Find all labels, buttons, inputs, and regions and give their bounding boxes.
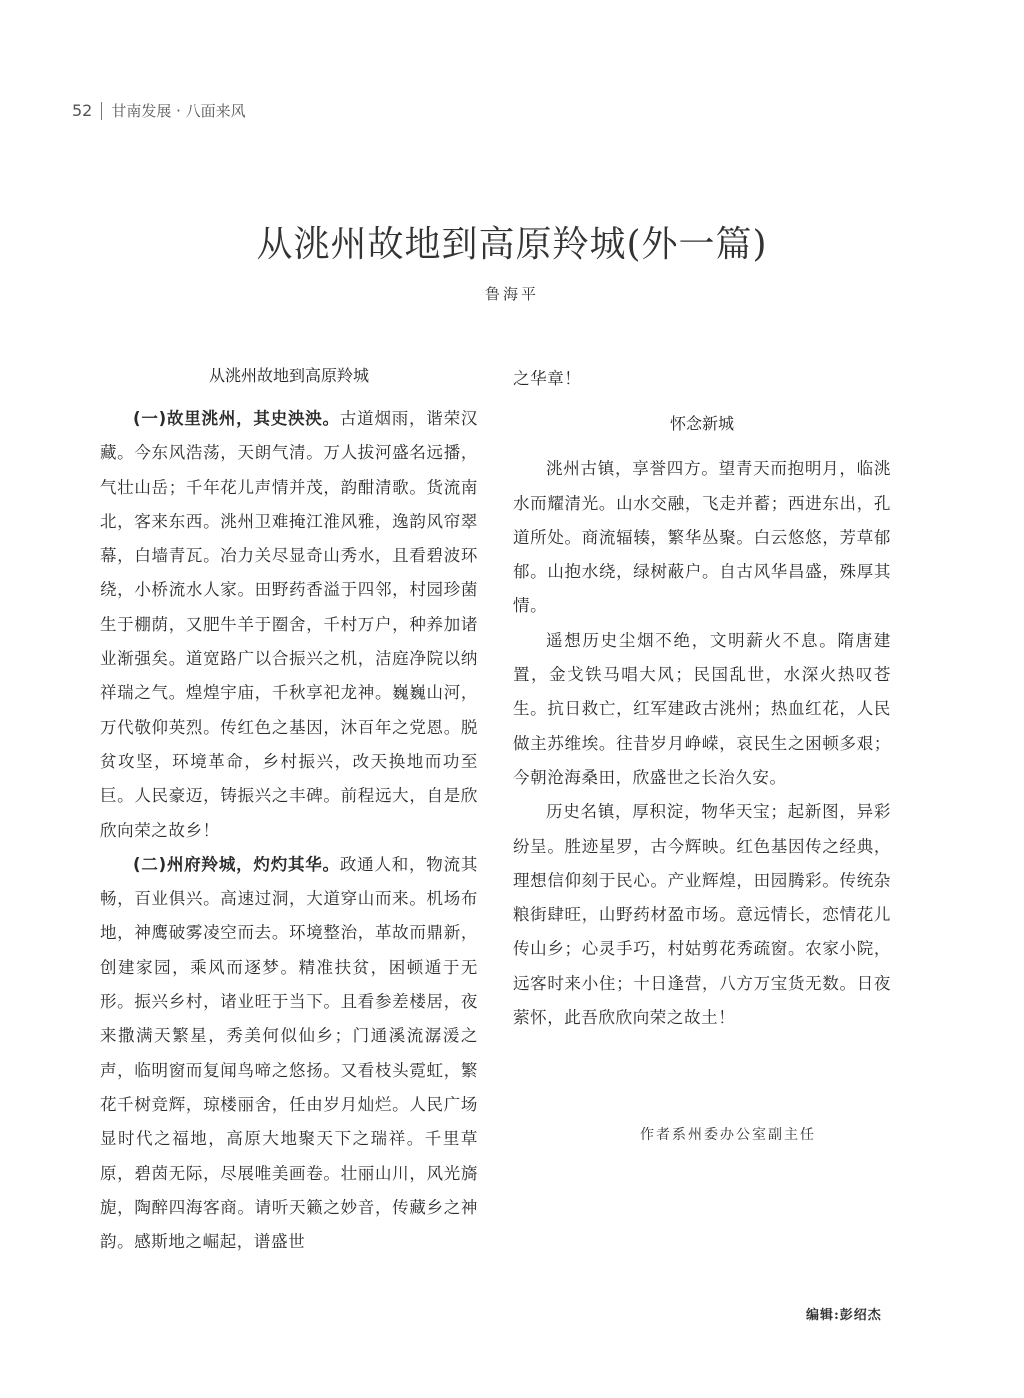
paragraph-2-body: 政通人和，物流其畅，百业俱兴。高速过洞，大道穿山而来。机场布地，神鹰破雾凌空而去。环境整治，革故而鼎新，创建家园，乘风而逐梦。精准扶贫，困顿遁于无形。振兴乡村，诸业旺于当下。且看参差楼居，夜来撒满天繁星，秀美何似仙乡；门通溪流潺湲之声，临明窗而复闻鸟啼之悠扬。又看枝头霓虹，繁花千树竞辉，琼楼丽舍，任由岁月灿烂。人民广场显时代之福地，高原大地聚天下之瑞祥。千里草原，碧茵无际，尽展唯美画卷。壮丽山川，风光旖旎，陶醉四海客商。请听天籁之妙音，传藏乡之神韵。感斯地之崛起，谱盛世: [100, 854, 478, 1252]
page-number: 52: [72, 101, 93, 120]
continuation-text: 之华章！: [513, 369, 582, 388]
paragraph-1-heading: (一)故里洮州，其史泱泱。: [133, 409, 340, 428]
paragraph-4: 遥想历史尘烟不绝，文明薪火不息。隋唐建置，金戈铁马唱大风；民国乱世，水深火热叹苍生。抗日救亡，红军建政古洮州；热血红花，人民做主苏维埃。往昔岁月峥嵘，哀民生之困顿多艰；今朝沧海桑田，欣盛世之长治久安。: [513, 630, 891, 787]
section-name: 甘南发展 · 八面来风: [111, 102, 246, 120]
section-title-right: 怀念新城: [669, 414, 734, 434]
editor-credit: 编辑:彭绍杰: [806, 1308, 882, 1323]
paragraph-1-body: 古道烟雨，谐荣汉藏。今东风浩荡，天朗气清。万人拔河盛名远播，气壮山岳；千年花儿声情并茂，韵酣清歌。货流南北，客来东西。洮州卫难掩江淮风雅，逸韵风帘翠幕，白墙青瓦。冶力关尽显奇山秀水，且看碧波环绕，小桥流水人家。田野药香溢于四邻，村园珍菌生于棚荫，又肥牛羊于圈舍，千村万户，种养加诸业渐强矣。道宽路广以合振兴之机，洁庭净院以纳祥瑞之气。煌煌宇庙，千秋享祀龙神。巍巍山河，万代敬仰英烈。传红色之基因，沐百年之党恩。脱贫攻坚，环境革命，乡村振兴，改天换地而功至巨。人民豪迈，铸振兴之丰碑。前程远大，自是欣欣向荣之故乡！: [100, 409, 478, 840]
paragraph-1: [100, 402, 478, 848]
section-title-left: 从洮州故地到高原羚城: [208, 366, 369, 385]
paragraph-5: 历史名镇，厚积淀，物华天宝；起新图，异彩纷呈。胜迹星罗，古今辉映。红色基因传之经典，理想信仰刻于民心。产业辉煌，田园腾彩。传统杂粮街肆旺，山野药材盈市场。意远情长，恋情花儿传山乡；心灵手巧，村姑剪花秀疏窗。农家小院，远客时来小住；十日逢营，八方万宝货无数。日夜萦怀，此吾欣欣向荣之故土！: [513, 802, 891, 1028]
article-title: 从洮州故地到高原羚城(外一篇): [256, 224, 768, 265]
right-column: [513, 362, 891, 1035]
left-column: [100, 362, 478, 1259]
paragraph-2: [100, 848, 478, 1260]
paragraph-2-heading: (二)州府羚城，灼灼其华。: [133, 854, 340, 874]
header-divider: [101, 102, 102, 120]
page-header: [72, 100, 246, 121]
article-author: 鲁海平: [484, 285, 539, 303]
author-note: 作者系州委办公室副主任: [640, 1127, 816, 1143]
paragraph-3: 洮州古镇，享誉四方。望青天而抱明月，临洮水而耀清光。山水交融，飞走并蓄；西进东出，孔道所处。商流辐辏，繁华丛聚。白云悠悠，芳草郁郁。山抱水绕，绿树蔽户。自古风华昌盛，殊厚其情。: [513, 459, 891, 616]
